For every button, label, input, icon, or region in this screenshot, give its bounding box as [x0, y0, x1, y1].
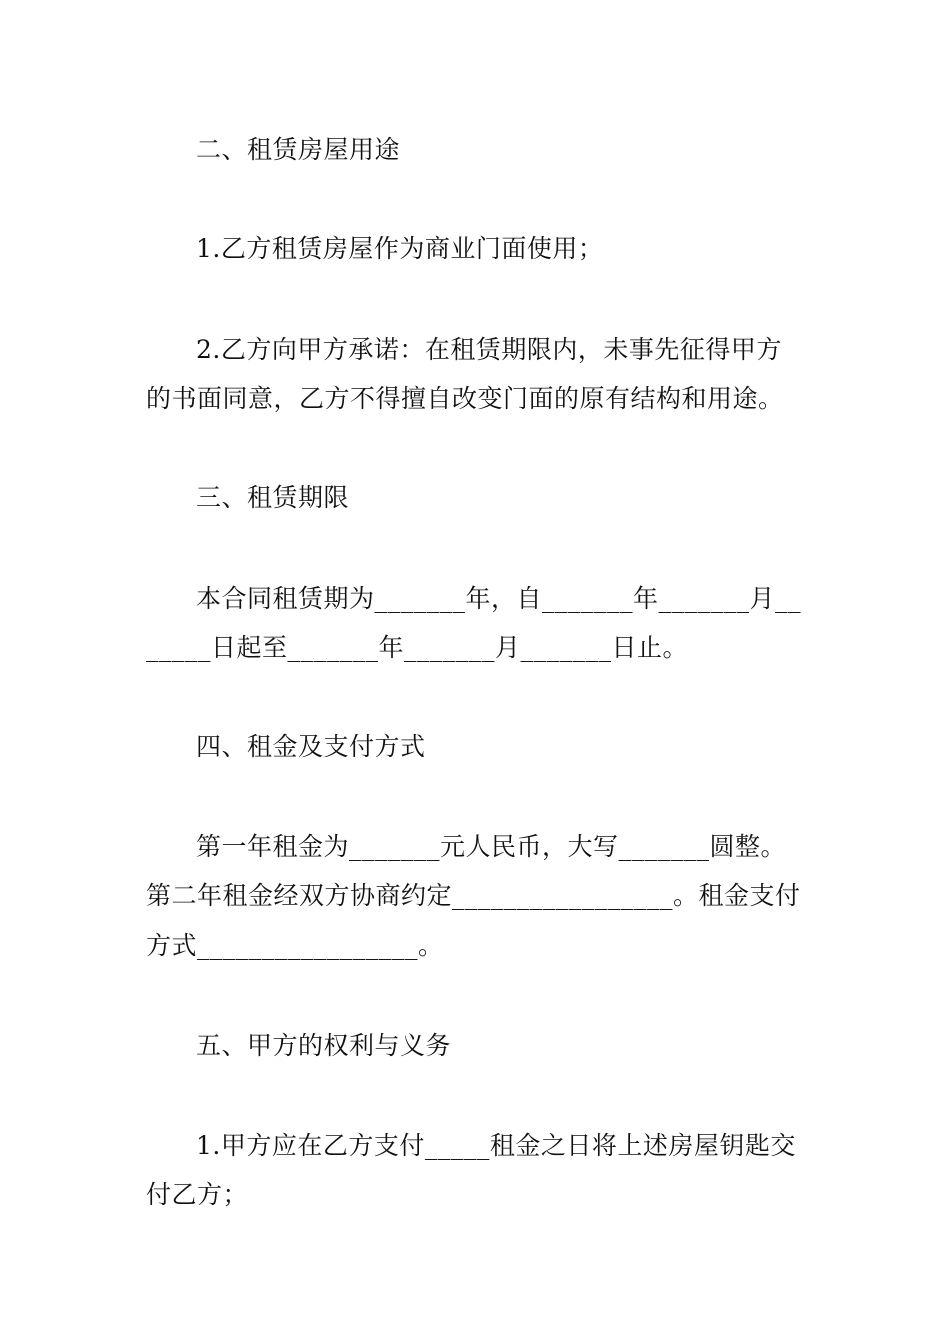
section-heading-rent: 四、租金及支付方式	[196, 732, 426, 761]
clause-rent-line-1: 第一年租金为_______元人民币，大写_______圆整。	[196, 832, 787, 861]
clause-rent-line-3: 方式_________________。	[146, 931, 444, 960]
clause-term-line-2: _____日起至_______年_______月_______日止。	[146, 633, 689, 662]
clause-usage-1: 1.乙方租赁房屋作为商业门面使用；	[196, 234, 604, 263]
section-heading-lessor: 五、甲方的权利与义务	[196, 1031, 452, 1060]
clause-lessor-1-line-2: 付乙方；	[146, 1180, 249, 1209]
section-heading-usage: 二、租赁房屋用途	[196, 135, 401, 164]
clause-rent-line-2: 第二年租金经双方协商约定_________________。租金支付	[146, 881, 801, 910]
clause-usage-2-line-2: 的书面同意，乙方不得擅自改变门面的原有结构和用途。	[146, 384, 784, 413]
clause-term-line-1: 本合同租赁期为_______年，自_______年_______月__	[196, 584, 802, 613]
section-heading-term: 三、租赁期限	[196, 483, 350, 512]
clause-lessor-1-line-1: 1.甲方应在乙方支付_____租金之日将上述房屋钥匙交	[196, 1131, 796, 1160]
clause-usage-2-line-1: 2.乙方向甲方承诺：在租赁期限内，未事先征得甲方	[196, 335, 782, 364]
